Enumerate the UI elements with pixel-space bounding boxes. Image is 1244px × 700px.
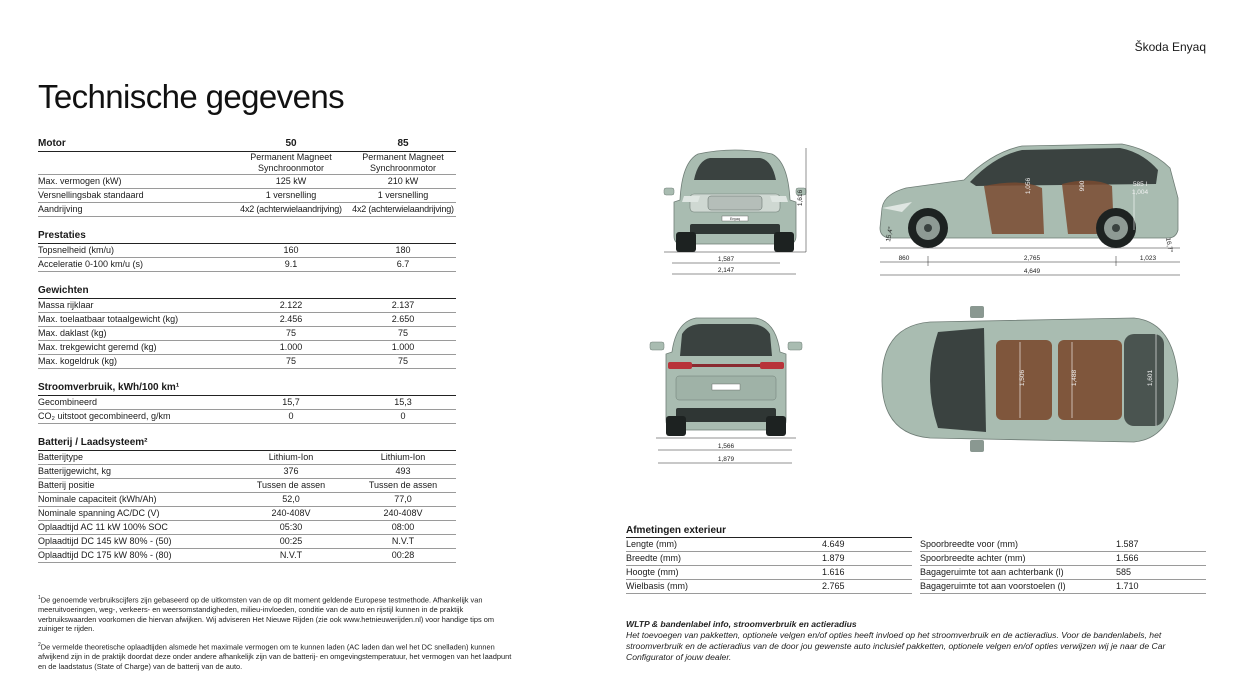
column-heading-50: 50: [285, 138, 297, 149]
table-row: [920, 552, 1206, 566]
section-batterij: [38, 436, 456, 563]
motor-type-85: Permanent Magneet Synchroonmotor: [362, 152, 444, 173]
dim-label: Bagageruimte tot aan achterbank (l): [920, 567, 1064, 577]
car-top-image: [882, 306, 1178, 452]
row-label: Versnellingsbak standaard: [38, 190, 144, 200]
dim-label: Bagageruimte tot aan voorstoelen (l): [920, 581, 1066, 591]
section-heading: Batterij / Laadsysteem²: [38, 437, 148, 448]
row-value-85: Tussen de assen: [368, 480, 438, 490]
row-value-85: N.V.T: [391, 536, 415, 546]
section-heading: Prestaties: [38, 230, 86, 241]
wltp-title: WLTP & bandenlabel info, stroomverbruik en actieradius: [626, 619, 857, 629]
row-value-50: 75: [285, 328, 296, 338]
row-value-85: 1.000: [391, 342, 415, 352]
front-overhang-label: 860: [898, 255, 910, 262]
row-value-50: 15,7: [282, 397, 300, 407]
top-view-drawing: [874, 304, 1184, 454]
top-width-front-label: 1,506: [1019, 369, 1026, 387]
dim-label: Hoogte (mm): [626, 567, 679, 577]
dim-label: Spoorbreedte voor (mm): [920, 539, 1019, 549]
car-front-image: [664, 150, 806, 252]
row-value-50: Lithium-Ion: [268, 452, 314, 462]
table-row: [38, 549, 456, 563]
row-label: Nominale capaciteit (kWh/Ah): [38, 494, 157, 504]
dim-value: 2.765: [822, 581, 845, 591]
row-value-50: 1 versnelling: [265, 190, 317, 200]
dim-value: 1.566: [1116, 553, 1139, 563]
table-row: [920, 538, 1206, 552]
row-label: Batterijgewicht, kg: [38, 466, 112, 476]
row-label: Acceleratie 0-100 km/u (s): [38, 259, 144, 269]
footnote-1: [38, 594, 520, 634]
table-row: [38, 507, 456, 521]
motor-type-row: [38, 152, 456, 175]
dimensions-right-column: [920, 538, 1206, 594]
row-value-50: 52,0: [282, 494, 300, 504]
side-view-drawing: [872, 138, 1184, 280]
row-value-85: 240-408V: [383, 508, 423, 518]
table-row: [626, 580, 912, 594]
row-value-50: 125 kW: [275, 176, 307, 186]
section-header: [38, 284, 456, 299]
row-label: Massa rijklaar: [38, 300, 94, 310]
boot-volume2-label: 1,004: [1131, 189, 1149, 196]
wltp-note: [626, 619, 1206, 663]
row-label: Max. kogeldruk (kg): [38, 356, 118, 366]
table-row: [38, 258, 456, 272]
row-value-50: 2.456: [279, 314, 303, 324]
row-value-50: 00:25: [279, 536, 303, 546]
section-prestaties: [38, 229, 456, 272]
footnotes: [38, 594, 520, 678]
motor-type-50: Permanent Magneet Synchroonmotor: [250, 152, 332, 173]
row-value-50: 160: [283, 245, 299, 255]
footnote-text: De vermelde theoretische oplaadtijden alsmede het maximale vermogen om te kunnen laden (AC laden dan wel het DC snelladen) kunnen afwijkend zijn in de praktijk doordat deze onder andere afhankelijk zijn van de batterij- en omgevingstemperatuur, het vermogen van het laadpunt en de laadstatus (State of Charge) van de batterij van de auto.: [38, 642, 512, 671]
dimensions-heading: Afmetingen exterieur: [626, 524, 912, 538]
row-label: Max. toelaatbaar totaalgewicht (kg): [38, 314, 179, 324]
table-row: [920, 566, 1206, 580]
row-value-85: 1 versnelling: [377, 190, 429, 200]
row-value-85: 6.7: [396, 259, 410, 269]
table-row: [38, 535, 456, 549]
row-label: Oplaadtijd DC 145 kW 80% - (50): [38, 536, 172, 546]
row-value-85: Lithium-Ion: [380, 452, 426, 462]
row-value-85: 75: [397, 356, 408, 366]
row-value-85: 15,3: [394, 397, 412, 407]
plate-label: Enyaq: [730, 217, 740, 221]
table-row: [38, 521, 456, 535]
table-row: [626, 552, 912, 566]
row-value-85: 2.650: [391, 314, 415, 324]
table-row: [38, 175, 456, 189]
row-value-85: 493: [395, 466, 411, 476]
row-value-85: 00:28: [391, 550, 415, 560]
angle-rear-label: 16,7°: [1164, 237, 1174, 254]
row-label: Aandrijving: [38, 204, 83, 214]
dim-label: Spoorbreedte achter (mm): [920, 553, 1026, 563]
section-header: [38, 436, 456, 451]
footnote-2: [38, 641, 520, 671]
row-value-85: 210 kW: [387, 176, 419, 186]
section-stroomverbruik: [38, 381, 456, 424]
page-title: Technische gegevens: [38, 78, 344, 115]
dim-value: 1.587: [1116, 539, 1139, 549]
front-view-drawing: [650, 140, 820, 280]
rear-view-drawing: [646, 312, 806, 468]
row-value-50: 0: [288, 411, 294, 421]
row-value-50: N.V.T: [279, 550, 303, 560]
angle-front-label: 15,4°: [885, 226, 895, 243]
row-label: CO₂ uitstoot gecombineerd, g/km: [38, 411, 171, 421]
row-value-50: 240-408V: [271, 508, 311, 518]
section-gewichten: [38, 284, 456, 369]
section-header: [38, 229, 456, 244]
brand-label: Škoda Enyaq: [1134, 40, 1206, 54]
table-row: [38, 396, 456, 410]
boot-volume-label: 585 l: [1132, 181, 1148, 188]
row-value-50: 05:30: [279, 522, 303, 532]
row-value-50: 4x2 (achterwielaandrijving): [240, 204, 342, 214]
row-value-85: 08:00: [391, 522, 415, 532]
row-label: Max. trekgewicht geremd (kg): [38, 342, 157, 352]
table-row: [38, 203, 456, 217]
dim-label: Lengte (mm): [626, 539, 678, 549]
wltp-text: Het toevoegen van pakketten, optionele velgen en/of opties heeft invloed op het stroomverbruik en de actieradius. Voor de bandenlabels, het stroomverbruik en de actieradius van de door jou gewenste auto inclusief pakketten, optionele velgen en/of opties verwijzen wij je naar de Car Configurator of jouw dealer.: [626, 630, 1166, 662]
front-width-label: 2,147: [717, 267, 735, 274]
table-row: [920, 580, 1206, 594]
dimensions-left-column: [626, 538, 912, 594]
dim-value: 4.649: [822, 539, 845, 549]
table-row: [38, 341, 456, 355]
column-heading-85: 85: [397, 138, 409, 149]
section-heading: Stroomverbruik, kWh/100 km¹: [38, 382, 180, 393]
row-label: Gecombineerd: [38, 397, 98, 407]
row-value-85: 2.137: [391, 300, 415, 310]
car-rear-image: [650, 318, 802, 436]
row-label: Oplaadtijd DC 175 kW 80% - (80): [38, 550, 172, 560]
row-value-85: 180: [395, 245, 411, 255]
row-value-50: 9.1: [284, 259, 298, 269]
row-value-85: 4x2 (achterwielaandrijving): [352, 204, 454, 214]
rear-overhang-label: 1,023: [1139, 255, 1157, 262]
table-row: [38, 327, 456, 341]
row-label: Nominale spanning AC/DC (V): [38, 508, 160, 518]
car-side-image: [880, 144, 1178, 248]
row-value-50: 2.122: [279, 300, 303, 310]
length-label: 4,649: [1023, 268, 1041, 275]
row-value-85: 77,0: [394, 494, 412, 504]
row-value-50: 1.000: [279, 342, 303, 352]
section-heading: Gewichten: [38, 285, 89, 296]
row-value-50: 75: [285, 356, 296, 366]
dim-value: 1.616: [822, 567, 845, 577]
top-width-rear-label: 1,488: [1071, 369, 1078, 387]
wheelbase-label: 2,765: [1023, 255, 1041, 262]
table-row: [38, 355, 456, 369]
table-row: [38, 451, 456, 465]
table-row: [38, 465, 456, 479]
dim-value: 585: [1116, 567, 1132, 577]
row-label: Max. daklast (kg): [38, 328, 107, 338]
footnote-mark: 1: [38, 595, 41, 601]
row-label: Oplaadtijd AC 11 kW 100% SOC: [38, 522, 168, 532]
section-header: [38, 137, 456, 152]
rear-width-label: 1,879: [717, 456, 735, 463]
row-value-50: 376: [283, 466, 299, 476]
front-height-label: 1,616: [797, 189, 804, 207]
table-row: [38, 189, 456, 203]
row-label: Topsnelheid (km/u): [38, 245, 115, 255]
row-label: Max. vermogen (kW): [38, 176, 122, 186]
table-row: [38, 479, 456, 493]
front-track-label: 1,587: [717, 256, 735, 263]
table-row: [38, 493, 456, 507]
row-value-85: 75: [397, 328, 408, 338]
exterior-dimensions: [626, 524, 1206, 594]
dim-label: Breedte (mm): [626, 553, 682, 563]
table-row: [626, 538, 912, 552]
top-width-total-label: 1,601: [1147, 369, 1154, 387]
table-row: [38, 410, 456, 424]
dim-value: 1.879: [822, 553, 845, 563]
section-header: [38, 381, 456, 396]
table-row: [626, 566, 912, 580]
table-row: [38, 313, 456, 327]
table-row: [38, 244, 456, 258]
row-label: Batterij positie: [38, 480, 95, 490]
headroom-front-label: 1,056: [1025, 177, 1032, 195]
footnote-text: De genoemde verbruikscijfers zijn gebaseerd op de uitkomsten van de op dit moment geldende Europese testmethode. Afhankelijk van meeruitvoeringen, weg-, verkeers- en weersomstandigheden, milieu-invloeden, conditie van de auto en rijstijl kunnen in de praktijk verbruikswaarden voorkomen die hiervan afwijken. Wij adviseren Het Nieuwe Rijden (zie ook www.hetnieuwerijden.nl) voor handige tips om zuiniger te rijden.: [38, 595, 494, 634]
section-motor: [38, 137, 456, 217]
row-value-50: Tussen de assen: [256, 480, 326, 490]
dim-label: Wielbasis (mm): [626, 581, 688, 591]
rear-track-label: 1,566: [717, 443, 735, 450]
headroom-rear-label: 990: [1079, 180, 1086, 192]
section-heading: Motor: [38, 138, 66, 149]
footnote-mark: 2: [38, 641, 41, 648]
spec-table: [38, 137, 456, 572]
dim-value: 1.710: [1116, 581, 1139, 591]
row-label: Batterijtype: [38, 452, 84, 462]
row-value-85: 0: [400, 411, 406, 421]
table-row: [38, 299, 456, 313]
